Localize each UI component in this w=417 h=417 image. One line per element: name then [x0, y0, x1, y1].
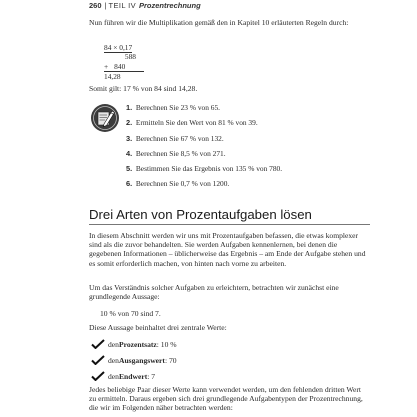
multiplication-calculation [104, 43, 144, 81]
intro-paragraph: Nun führen wir die Multiplikation gemäß den in Kapitel 10 erläuterten Regeln durch: [89, 18, 349, 27]
value-item-percentage: den Prozentsatz : 10 % [91, 336, 177, 352]
exercise-list [126, 103, 282, 195]
conclusion-sentence: Somit gilt: 17 % von 84 sind 14,28. [89, 84, 198, 93]
exercise-item: 5. Bestimmen Sie das Ergebnis von 135 % von 780. [126, 164, 283, 174]
exercise-item: 2. Ermitteln Sie den Wert von 81 % von 39. [126, 118, 258, 128]
paragraph-three-types: Jedes beliebige Paar dieser Werte kann verwendet werden, um den fehlenden dritten Wert zu ermitteln. Daraus ergeben sich drei grundlegende Aufgabentypen der Prozentrechnung, die wir im Folgenden näher betrachten werden: [89, 385, 363, 413]
checkmark-icon [91, 355, 105, 365]
value-item-result: den Endwert : 7 [91, 368, 177, 384]
page-number: 260 [89, 1, 102, 10]
calc-line-factors: 84 × 0,17 [104, 43, 133, 52]
chapter-title: Prozentrechnung [139, 1, 201, 10]
paragraph-values-lead: Diese Aussage beinhaltet drei zentrale Werte: [89, 323, 227, 332]
paragraph-intro-section: In diesem Abschnitt werden wir uns mit Prozentaufgaben befassen, die etwas komplexer sind als die zuvor behandelten. Sie werden Aufgaben kennenlernen, bei denen die gegebenen Informationen – üblicherweise das Ergebnis – am Ende der Aufgabe stehen und es somit erforderlich machen, von hinten nach vorne zu arbeiten. [89, 231, 366, 268]
paragraph-statement-lead: Um das Verständnis solcher Aufgaben zu erleichtern, betrachten wir zunächst eine grundlegende Aussage: [89, 283, 339, 302]
exercise-item: 4. Berechnen Sie 8,5 % von 271. [126, 148, 226, 158]
value-item-base: den Ausgangswert : 70 [91, 352, 177, 368]
calc-line-partial-1: 588 [124, 52, 136, 62]
calc-plus-sign: + [104, 61, 109, 71]
exercise-item: 3. Berechnen Sie 67 % von 132. [126, 133, 224, 143]
section-heading: Drei Arten von Prozentaufgaben lösen [89, 207, 312, 222]
running-header [89, 1, 201, 10]
value-list [91, 336, 177, 384]
exercise-pencil-icon [90, 103, 120, 133]
example-statement: 10 % von 70 sind 7. [100, 309, 161, 318]
calc-line-partial-2: 840 [114, 61, 126, 71]
header-separator: | [104, 1, 107, 10]
part-label: TEIL IV [108, 1, 136, 10]
heading-rule [89, 224, 370, 225]
checkmark-icon [91, 371, 105, 381]
checkmark-icon [91, 339, 105, 349]
exercise-item: 1. Berechnen Sie 23 % von 65. [126, 103, 221, 112]
exercise-item: 6. Berechnen Sie 0,7 % von 1200. [126, 179, 230, 189]
calc-result: 14,28 [104, 71, 144, 81]
